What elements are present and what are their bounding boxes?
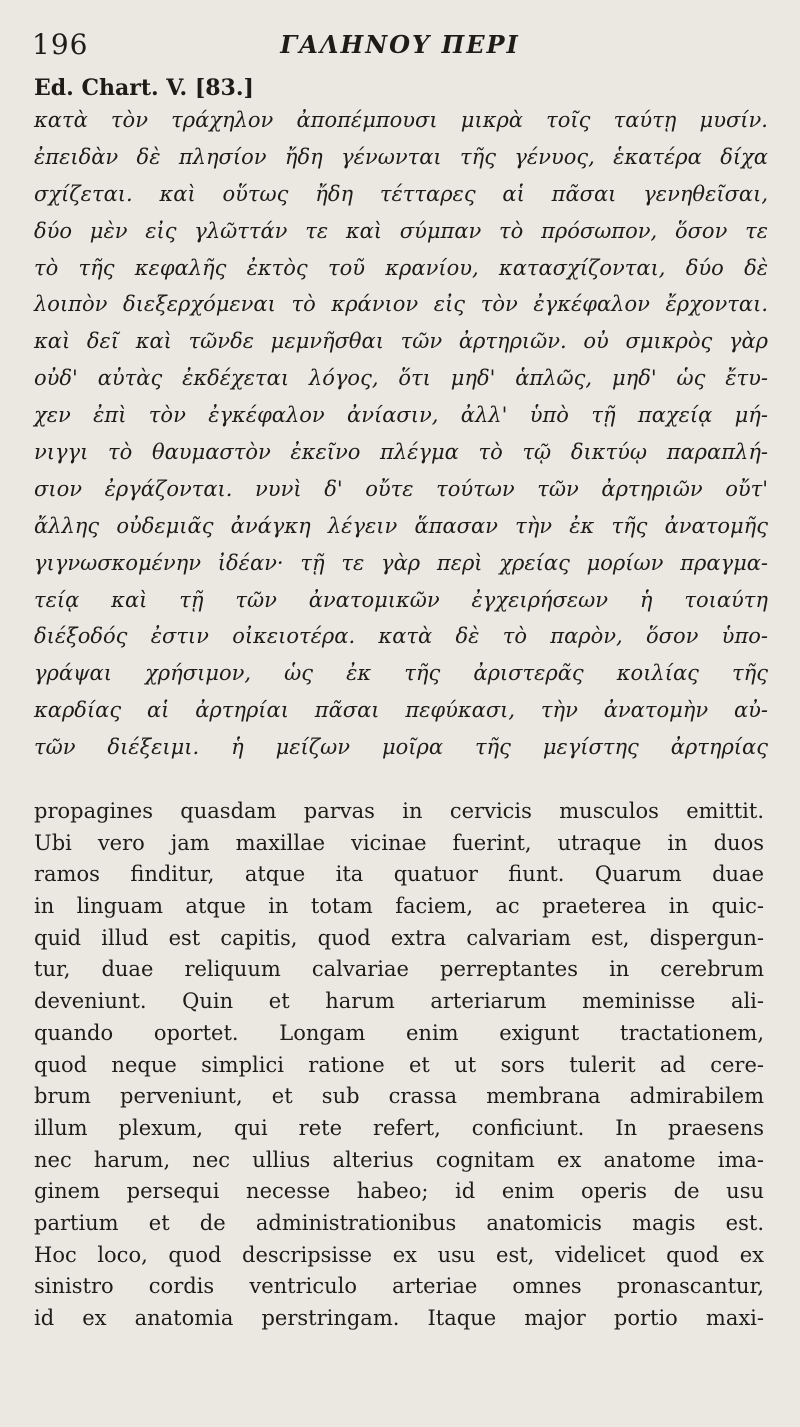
latin-text-line: quid illud est capitis, quod extra calvariam est, dispergun- <box>34 925 764 950</box>
greek-text-line: σχίζεται. καὶ οὕτως ἤδη τέτταρες αἱ πᾶσαι γενηθεῖσαι, <box>34 181 768 206</box>
greek-text-line: καρδίας αἱ ἀρτηρίαι πᾶσαι πεφύκασι, τὴν ἀνατομὴν αὐ- <box>34 698 768 723</box>
running-title: ΓΑΛΗΝΟΥ ΠΕΡΙ <box>280 30 520 59</box>
latin-text-line: brum perveniunt, et sub crassa membrana admirabilem <box>34 1084 764 1109</box>
greek-text-line: τῶν διέξειμι. ἡ μείζων μοῖρα τῆς μεγίστης ἀρτηρίας <box>34 735 768 760</box>
greek-text-line: καὶ δεῖ καὶ τῶνδε μεμνῆσθαι τῶν ἀρτηριῶν. οὐ σμικρὸς γὰρ <box>34 329 768 354</box>
latin-text-line: quando oportet. Longam enim exigunt tractationem, <box>34 1020 764 1045</box>
latin-text-line: in linguam atque in totam faciem, ac praeterea in quic- <box>34 894 764 919</box>
greek-text-line: νιγγι τὸ θαυμαστὸν ἐκεῖνο πλέγμα τὸ τῷ δικτύῳ παραπλή- <box>34 440 768 465</box>
greek-text-line: ἄλλης οὐδεμιᾶς ἀνάγκη λέγειν ἅπασαν τὴν ἐκ τῆς ἀνατομῆς <box>34 513 768 538</box>
latin-text-line: illum plexum, qui rete refert, conficiunt. In praesens <box>34 1115 764 1140</box>
greek-text-line: κατὰ τὸν τράχηλον ἀποπέμπουσι μικρὰ τοῖς ταύτῃ μυσίν. <box>34 108 768 132</box>
latin-text-line: id ex anatomia perstringam. Itaque major portio maxi- <box>34 1306 764 1330</box>
latin-text-block <box>34 796 764 1335</box>
greek-text-line: γράψαι χρήσιμον, ὡς ἐκ τῆς ἀριστερᾶς κοιλίας τῆς <box>34 661 768 686</box>
latin-text-line: quod neque simplici ratione et ut sors tulerit ad cere- <box>34 1052 764 1077</box>
latin-text-line: partium et de administrationibus anatomicis magis est. <box>34 1210 764 1235</box>
latin-text-line: tur, duae reliquum calvariae perreptantes in cerebrum <box>34 957 764 982</box>
greek-text-line: οὐδ' αὐτὰς ἐκδέχεται λόγος, ὅτι μηδ' ἁπλῶς, μηδ' ὡς ἔτυ- <box>34 366 768 391</box>
greek-text-line: τείᾳ καὶ τῇ τῶν ἀνατομικῶν ἐγχειρήσεων ἡ τοιαύτη <box>34 587 768 612</box>
page-number: 196 <box>32 28 89 61</box>
greek-text-line: δύο μὲν εἰς γλῶττάν τε καὶ σύμπαν τὸ πρόσωπον, ὅσον τε <box>34 218 768 243</box>
latin-text-line: Hoc loco, quod descripsisse ex usu est, videlicet quod ex <box>34 1242 764 1267</box>
latin-text-line: ramos finditur, atque ita quatuor fiunt. Quarum duae <box>34 862 764 887</box>
greek-text-line: διέξοδός ἐστιν οἰκειοτέρα. κατὰ δὲ τὸ παρὸν, ὅσον ὑπο- <box>34 624 768 649</box>
latin-text-line: deveniunt. Quin et harum arteriarum meminisse ali- <box>34 989 764 1014</box>
greek-text-line: ἐπειδὰν δὲ πλησίον ἤδη γένωνται τῆς γένυος, ἑκατέρα δίχα <box>34 144 768 169</box>
latin-text-line: Ubi vero jam maxillae vicinae fuerint, utraque in duos <box>34 830 764 855</box>
latin-text-line: nec harum, nec ullius alterius cognitam ex anatome ima- <box>34 1147 764 1172</box>
greek-text-line: γιγνωσκομένην ἰδέαν· τῇ τε γὰρ περὶ χρείας μορίων πραγμα- <box>34 550 768 575</box>
latin-text-line: ginem persequi necesse habeo; id enim operis de usu <box>34 1179 764 1204</box>
latin-text-line: propagines quasdam parvas in cervicis musculos emittit. <box>34 799 764 823</box>
greek-text-line: χεν ἐπὶ τὸν ἐγκέφαλον ἀνίασιν, ἀλλ' ὑπὸ τῇ παχείᾳ μή- <box>34 403 768 428</box>
greek-text-line: τὸ τῆς κεφαλῆς ἐκτὸς τοῦ κρανίου, κατασχίζονται, δύο δὲ <box>34 255 768 280</box>
greek-text-line: σιον ἐργάζονται. νυνὶ δ' οὔτε τούτων τῶν ἀρτηριῶν οὔτ' <box>34 476 768 501</box>
edition-reference: Ed. Chart. V. [83.] <box>34 75 254 101</box>
latin-text-line: sinistro cordis ventriculo arteriae omnes pronascantur, <box>34 1274 764 1299</box>
greek-text-line: λοιπὸν διεξερχόμεναι τὸ κράνιον εἰς τὸν ἐγκέφαλον ἔρχονται. <box>34 292 768 317</box>
greek-text-block <box>34 102 768 766</box>
